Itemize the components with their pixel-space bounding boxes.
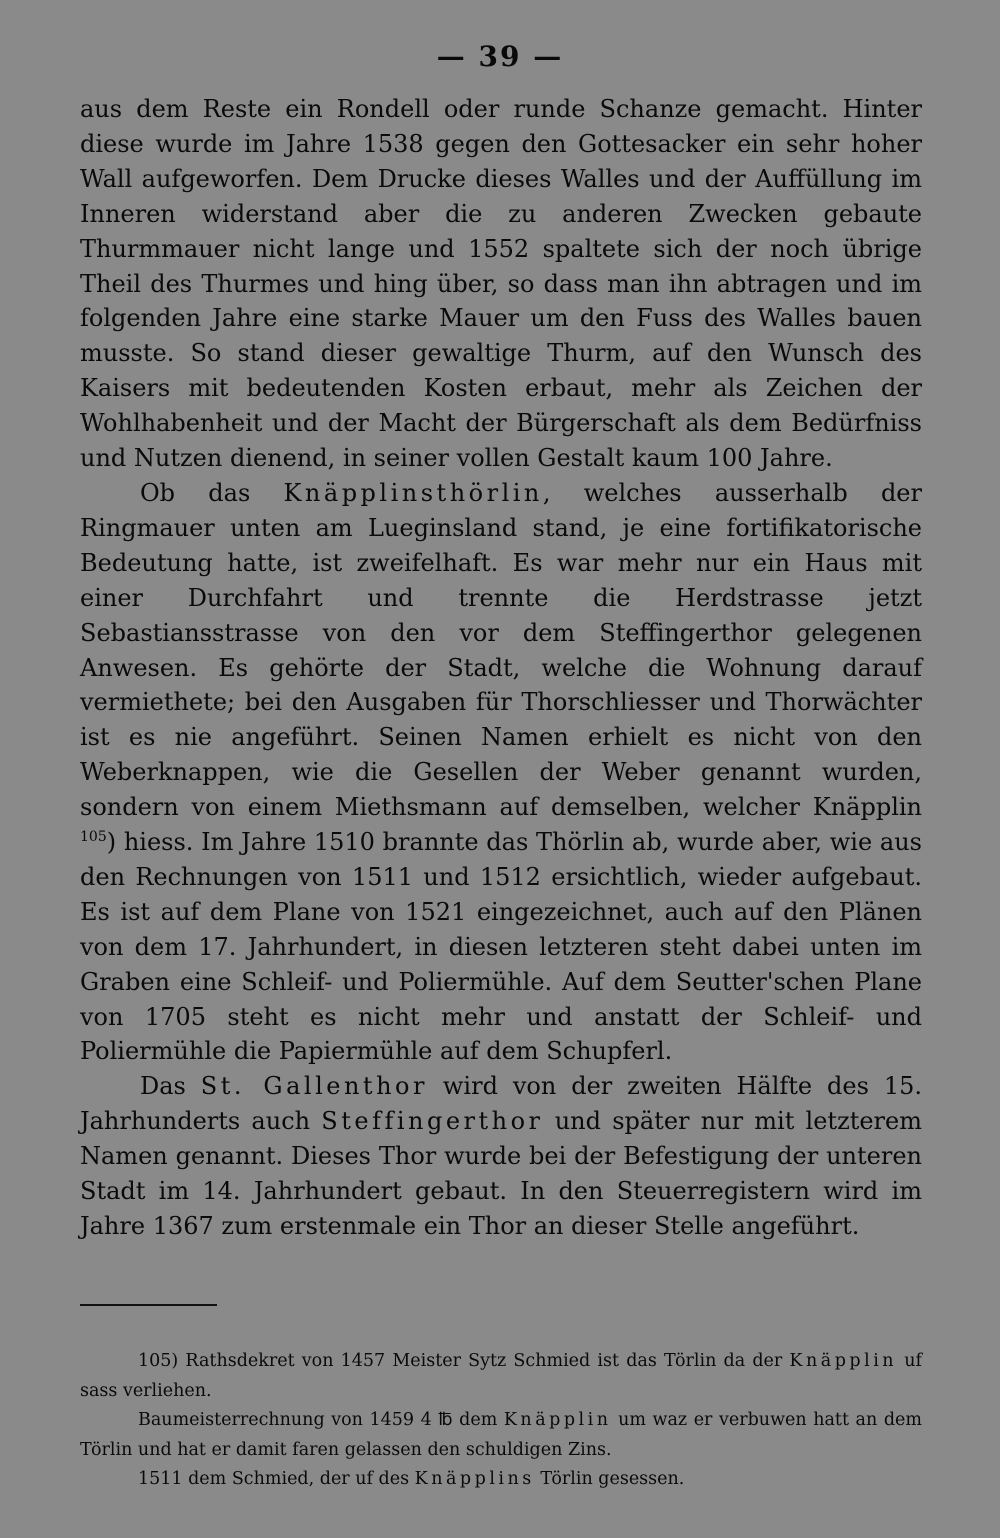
place-name-steffingerthor: Steffingerthor: [321, 1107, 544, 1136]
place-name-knaepplinsthoerlin: Knäpplinsthörlin: [283, 478, 543, 507]
footnote-continuation-1-name: Knäpplin: [503, 1410, 612, 1430]
paragraph-3: [80, 1069, 922, 1244]
body-text: [80, 92, 922, 1244]
paragraph-3-mid: wird von der zweiten Hälfte des 15. Jahrhunderts auch: [80, 1072, 923, 1136]
footnote-divider: [80, 1304, 217, 1306]
paragraph-2-pre: Ob das: [140, 478, 284, 507]
footnote-reference[interactable]: 105: [80, 829, 107, 846]
footnote-continuation-2-name: Knäpplins: [414, 1469, 535, 1489]
page-number: — 39 —: [436, 40, 564, 73]
footnote-105-pre: 105) Rathsdekret von 1457 Meister Sytz Schmied ist das Törlin da der: [138, 1351, 790, 1371]
footnote-105: [80, 1347, 922, 1406]
footnote-continuation-2: [80, 1465, 922, 1495]
paragraph-2: [80, 476, 922, 1069]
footnote-continuation-1: [80, 1406, 922, 1465]
footnote-continuation-1-pre: Baumeisterrechnung von 1459 4 ℔ dem: [138, 1410, 504, 1430]
paragraph-1: aus dem Reste ein Rondell oder runde Schanze gemacht. Hinter diese wurde im Jahre 1538 gegen den Gottesacker ein sehr hoher Wall aufgeworfen. Dem Drucke dieses Walles und der Auffüllung im Inneren widerstand aber die zu anderen Zwecken gebaute Thurmmauer nicht lange und 1552 spaltete sich der noch übrige Theil des Thurmes und hing über, so dass man ihn abtragen und im folgenden Jahre eine starke Mauer um den Fuss des Walles bauen musste. So stand dieser gewaltige Thurm, auf den Wunsch des Kaisers mit bedeutenden Kosten erbaut, mehr als Zeichen der Wohlhabenheit und der Macht der Bürgerschaft als dem Bedürfniss und Nutzen dienend, in seiner vollen Gestalt kaum 100 Jahre.: [80, 95, 922, 473]
footnote-105-name: Knäpplin: [789, 1351, 898, 1371]
place-name-st-gallenthor: St. Gallenthor: [200, 1072, 428, 1101]
footnotes: [80, 1347, 922, 1495]
paragraph-3-post: und später nur mit letzterem Namen genannt. Dieses Thor wurde bei der Befestigung der unteren Stadt im 14. Jahrhundert gebaut. In den Steuerregistern wird im Jahre 1367 zum erstenmale ein Thor an dieser Stelle angeführt.: [80, 1107, 922, 1240]
footnote-continuation-2-pre: 1511 dem Schmied, der uf des: [138, 1469, 415, 1489]
footnote-continuation-2-post: Törlin gesessen.: [534, 1469, 685, 1489]
footnote-continuation-1-post: um waz er verbuwen hatt an dem Törlin und hat er damit faren gelassen den schuldigen Zins.: [80, 1410, 922, 1460]
paragraph-3-pre: Das: [140, 1072, 201, 1101]
footnote-105-post: uf sass verliehen.: [80, 1351, 922, 1401]
paragraph-2-post: ) hiess. Im Jahre 1510 brannte das Thörlin ab, wurde aber, wie aus den Rechnungen von 1511 und 1512 ersichtlich, wieder aufgebaut. Es ist auf dem Plane von 1521 eingezeichnet, auch auf den Plänen von dem 17. Jahrhundert, in diesen letzteren steht dabei unten im Graben eine Schleif- und Poliermühle. Auf dem Seutter'schen Plane von 1705 steht es nicht mehr und anstatt der Schleif- und Poliermühle die Papiermühle auf dem Schupferl.: [80, 828, 922, 1066]
paragraph-2-mid: , welches ausserhalb der Ringmauer unten am Lueginsland stand, je eine fortifikatorische Bedeutung hatte, ist zweifelhaft. Es war mehr nur ein Haus mit einer Durchfahrt und trennte die Herdstrasse jetzt Sebastiansstrasse von den vor dem Steffingerthor gelegenen Anwesen. Es gehörte der Stadt, welche die Wohnung darauf vermiethete; bei den Ausgaben für Thorschliesser und Thorwächter ist es nie angeführt. Seinen Namen erhielt es nicht von den Weberknappen, wie die Gesellen der Weber genannt wurden, sondern von einem Miethsmann auf demselben, welcher Knäpplin: [80, 478, 922, 822]
